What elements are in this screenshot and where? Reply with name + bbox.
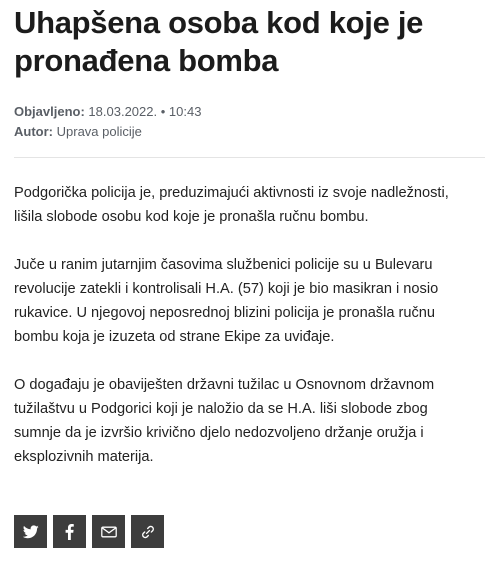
share-email-button[interactable] bbox=[92, 515, 125, 548]
published-date: 18.03.2022. bbox=[88, 104, 158, 119]
share-twitter-button[interactable] bbox=[14, 515, 47, 548]
meta-divider bbox=[14, 157, 485, 158]
published-separator: • bbox=[160, 104, 166, 119]
share-bar bbox=[14, 515, 164, 548]
published-label: Objavljeno: bbox=[14, 104, 85, 119]
author-line bbox=[14, 122, 485, 142]
author-label: Autor: bbox=[14, 124, 53, 139]
article-title: Uhapšena osoba kod koje je pronađena bomba bbox=[14, 5, 424, 78]
share-link-button[interactable] bbox=[131, 515, 164, 548]
twitter-icon bbox=[23, 525, 39, 539]
article bbox=[14, 0, 485, 493]
article-meta bbox=[14, 102, 485, 142]
author-name: Uprava policije bbox=[56, 124, 142, 139]
article-paragraph: O događaju je obaviješten državni tužilac u Osnovnom državnom tužilaštvu u Podgorici koji je naložio da se H.A. liši slobode zbog sumnje da je izvršio krivično djelo nedozvoljeno držanje oružja i eksplozivnih materija. bbox=[14, 377, 435, 465]
article-paragraph: Juče u ranim jutarnjim časovima službenici policije su u Bulevaru revolucije zatekli i kontrolisali H.A. (57) koji je bio masikran i nosio rukavice. U njegovoj neposrednoj blizini policija je pronašla ručnu bombu koja je izuzeta od strane Ekipe za uviđaje. bbox=[14, 257, 439, 345]
email-icon bbox=[101, 526, 117, 538]
published-line bbox=[14, 102, 485, 122]
published-time: 10:43 bbox=[168, 104, 202, 119]
facebook-icon bbox=[65, 524, 74, 540]
share-facebook-button[interactable] bbox=[53, 515, 86, 548]
article-paragraph: Podgorička policija je, preduzimajući aktivnosti iz svoje nadležnosti, lišila slobode osobu kod koje je pronašla ručnu bombu. bbox=[14, 185, 449, 225]
link-icon bbox=[140, 524, 156, 540]
article-body bbox=[14, 181, 464, 469]
